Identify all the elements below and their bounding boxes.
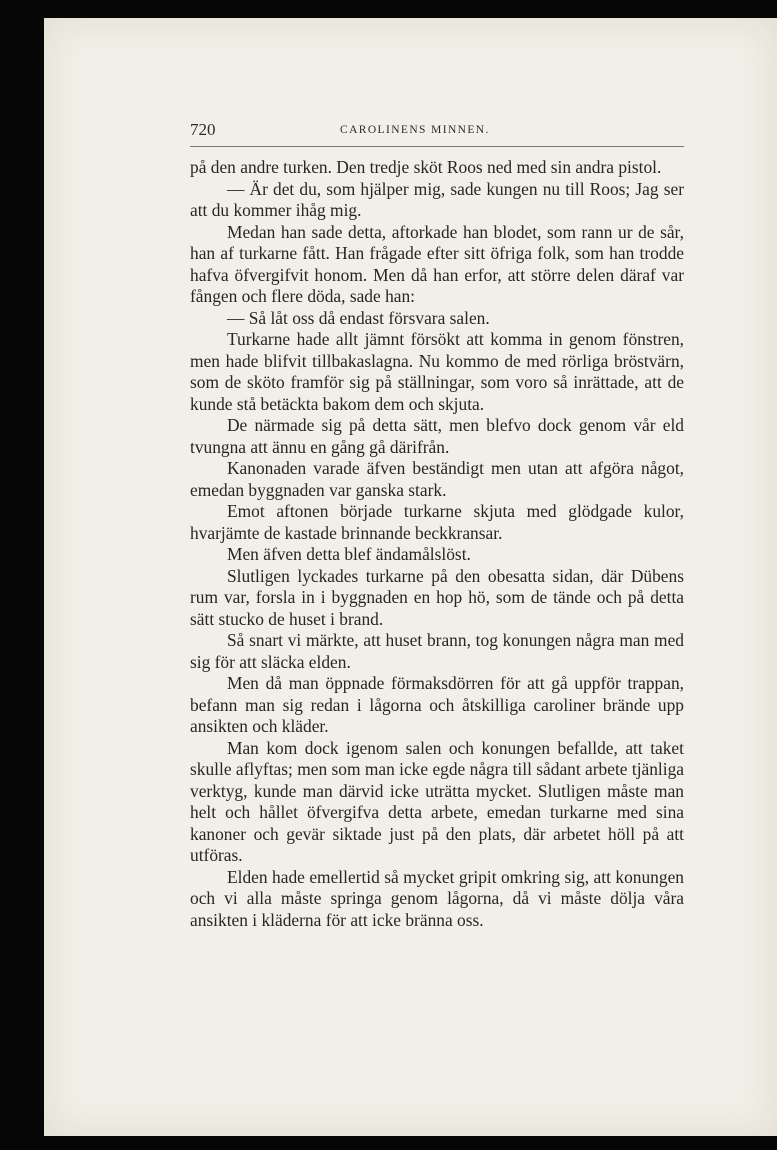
paragraph: — Så låt oss då endast försvara salen. xyxy=(227,307,490,328)
running-head: CAROLINENS MINNEN. xyxy=(340,124,490,136)
paragraph: på den andre turken. Den tredje sköt Roos ned med sin andra pistol. xyxy=(190,157,662,177)
paragraph: — Är det du, som hjälper mig, sade kungen nu till Roos; Jag ser att du kommer ihåg mig. xyxy=(190,178,684,220)
paragraph: Emot aftonen började turkarne skjuta med glödgade kulor, hvarjämte de kastade brinnande beckkransar. xyxy=(190,501,684,543)
paragraph: Men då man öppnade förmaksdörren för att gå uppför trappan, befann man sig redan i lågorna och åtskilliga caroliner brände upp ansikten och kläder. xyxy=(190,673,684,736)
body-text xyxy=(190,157,684,931)
paragraph: Elden hade emellertid så mycket gripit omkring sig, att konungen och vi alla måste springa genom lågorna, då vi måste dölja våra ansikten i kläderna för att icke bränna oss. xyxy=(190,866,684,930)
page-header xyxy=(190,120,684,147)
paragraph: Så snart vi märkte, att huset brann, tog konungen några man med sig för att släcka elden. xyxy=(190,630,684,672)
paragraph: Kanonaden varade äfven beständigt men utan att afgöra något, emedan byggnaden var ganska stark. xyxy=(190,458,684,500)
paragraph: Slutligen lyckades turkarne på den obesatta sidan, där Dübens rum var, forsla in i byggnaden en hop hö, som de tände och på detta sätt stucko de huset i brand. xyxy=(190,565,684,629)
paragraph: Turkarne hade allt jämnt försökt att komma in genom fönstren, men hade blifvit tillbakaslagna. Nu kommo de med rörliga bröstvärn, som de sköto framför sig på ställningar, som voro så inrättade, att de kunde stå betäckta bakom dem och skjuta. xyxy=(190,329,684,414)
paragraph: Medan han sade detta, aftorkade han blodet, som rann ur de sår, han af turkarne fått. Han frågade efter sitt öfriga folk, som han trodde hafva öfvergifvit honom. Men då han erfor, att större delen däraf var fången och flere döda, sade han: xyxy=(190,221,684,306)
paragraph: Men äfven detta blef ändamålslöst. xyxy=(227,544,471,564)
paragraph: Man kom dock igenom salen och konungen befallde, att taket skulle aflyftas; men som man icke egde några till sådant arbete tjänliga verktyg, kunde man därvid icke uträtta mycket. Slutligen måste man helt och hållet öfvergifva detta arbete, emedan turkarne med sina kanoner och gevär siktade just på den plats, där arbetet höll på att utföras. xyxy=(190,737,685,865)
paragraph: De närmade sig på detta sätt, men blefvo dock genom vår eld tvungna att ännu en gång gå därifrån. xyxy=(190,415,684,457)
page-number: 720 xyxy=(190,120,216,139)
